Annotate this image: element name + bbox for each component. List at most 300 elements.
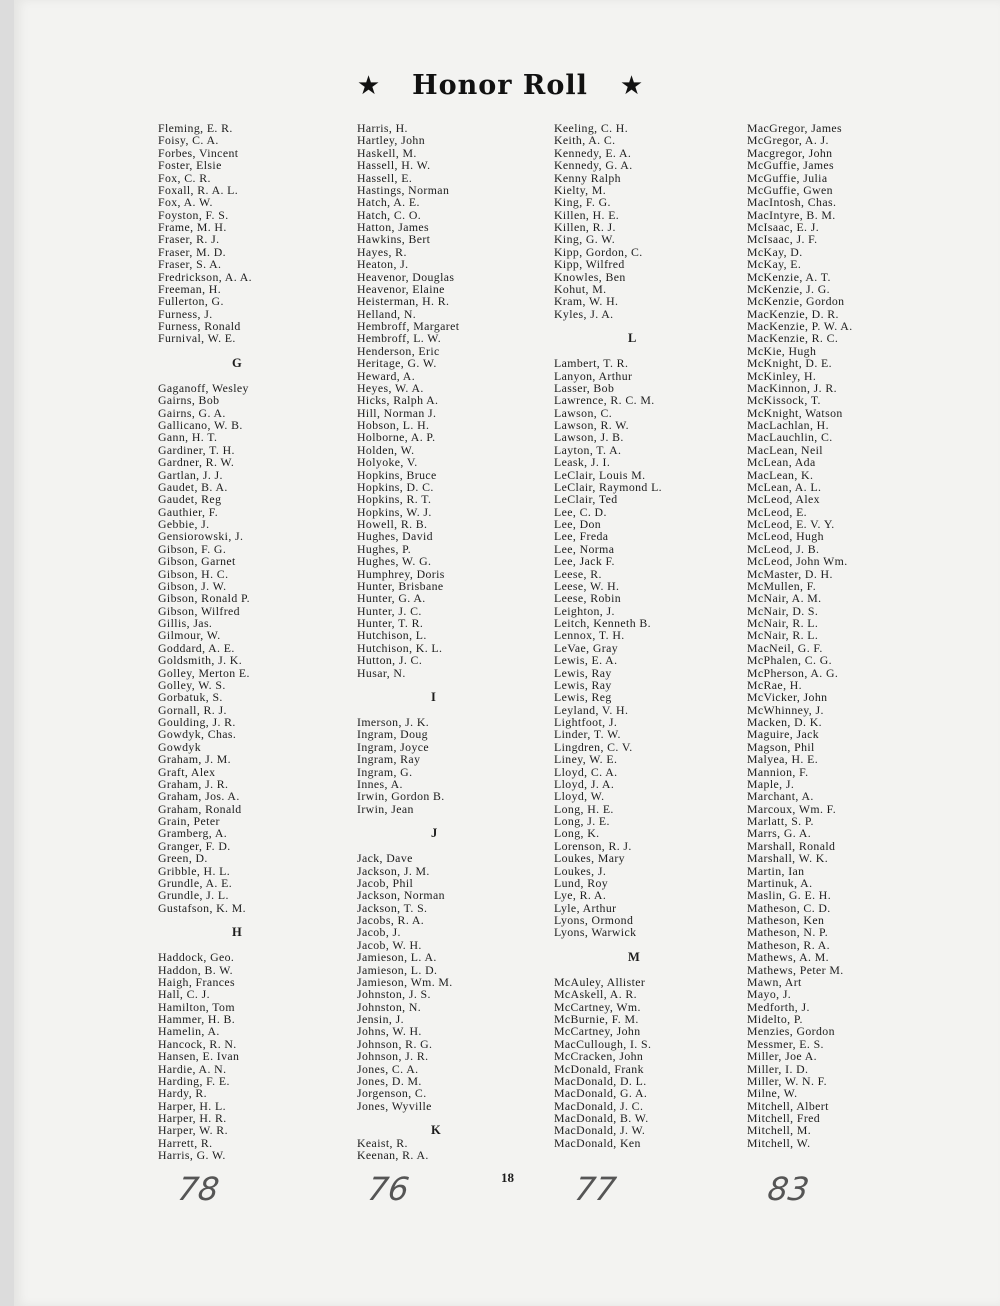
name-entry: Harris, H. (357, 121, 408, 135)
name-entry: Gensiorowski, J. (158, 529, 244, 544)
name-entry: Kipp, Wilfred (554, 257, 625, 272)
name-entry: McGuffie, Gwen (747, 182, 833, 197)
name-entry: MacDonald, J. W. (554, 1123, 646, 1138)
name-entry: Freeman, H. (158, 281, 222, 296)
name-entry: McLean, Ada (747, 455, 816, 470)
name-entry: Gorbatuk, S. (158, 690, 223, 705)
name-entry: Heaton, J. (357, 257, 409, 272)
name-entry: MacDonald, G. A. (554, 1086, 648, 1101)
name-entry: Ingram, Joyce (357, 739, 430, 754)
name-entry: LeClair, Raymond L. (554, 479, 663, 494)
name-entry: McLean, A. L. (747, 479, 822, 494)
name-entry: Jacobs, R. A. (357, 913, 425, 927)
name-entry: Gardiner, T. H. (158, 442, 235, 457)
name-entry: Golley, W. S. (158, 677, 226, 692)
name-entry: Jacob, W. H. (357, 937, 422, 952)
name-entry: Johnston, N. (357, 999, 422, 1014)
name-entry: Gann, H. T. (158, 430, 218, 445)
name-entry: MacCullough, I. S. (554, 1036, 652, 1051)
name-entry: Long, J. E. (554, 814, 610, 828)
name-entry: MacDonald, Ken (554, 1135, 641, 1150)
name-entry: Jones, C. A. (357, 1061, 419, 1076)
name-entry: Ingram, G. (357, 764, 413, 779)
name-entry: Lightfoot, J. (554, 715, 618, 729)
name-entry: Graft, Alex (158, 764, 216, 779)
name-entry: Fullerton, G. (158, 294, 224, 309)
name-entry: McLeod, Alex (747, 492, 820, 507)
name-entry: Granger, F. D. (158, 838, 231, 853)
name-entry: Foisy, C. A. (158, 133, 219, 148)
name-entry: Fox, C. R. (158, 170, 211, 185)
name-entry: MacLean, Neil (747, 442, 823, 457)
name-entry: Johns, W. H. (357, 1024, 422, 1039)
name-entry: Layton, T. A. (554, 442, 622, 457)
name-entry: MacDonald, J. C. (554, 1098, 644, 1113)
name-entry: McKinley, H. (747, 368, 817, 383)
name-entry: McAuley, Allister (554, 974, 646, 989)
name-entry: Macken, D. K. (747, 715, 822, 729)
name-entry: McKenzie, A. T. (747, 269, 831, 284)
name-entry: Mannion, F. (747, 764, 809, 779)
name-entry: MacDonald, D. L. (554, 1073, 647, 1088)
name-entry: Medforth, J. (747, 999, 810, 1014)
spacer (554, 939, 662, 951)
spacer (554, 320, 662, 332)
name-entry: Kenny Ralph (554, 170, 621, 185)
name-entry: Long, H. E. (554, 801, 614, 816)
name-entry: MacGregor, James (747, 121, 843, 135)
name-entry: Gibson, Ronald P. (158, 591, 251, 606)
name-entry: Husar, N. (357, 665, 406, 680)
name-entry: LeClair, Ted (554, 492, 618, 507)
name-entry: McLeod, E. (747, 504, 808, 519)
name-entry: McKissock, T. (747, 393, 821, 408)
name-entry: Matheson, Ken (747, 913, 825, 927)
name-entry: McIsaac, E. J. (747, 220, 820, 234)
name-entry: Hutchison, K. L. (357, 640, 443, 655)
name-entry: Miller, I. D. (747, 1061, 809, 1076)
name-entry: Fox, A. W. (158, 195, 213, 210)
name-entry: Long, K. (554, 826, 600, 841)
name-entry: Jackson, Norman (357, 888, 445, 903)
name-entry: MacKenzie, R. C. (747, 331, 839, 346)
name-entry: Leyland, V. H. (554, 702, 629, 717)
name-entry: Lloyd, J. A. (554, 776, 615, 791)
name-entry: Innes, A. (357, 776, 403, 791)
name-entry: LeVae, Gray (554, 640, 619, 655)
name-entry: McNair, R. L. (747, 628, 819, 643)
name-entry: Macgregor, John (747, 145, 833, 160)
name-entry: Hopkins, R. T. (357, 492, 432, 507)
name-entry: Hutton, J. C. (357, 653, 423, 668)
name-column-2 (357, 122, 459, 1162)
name-entry: Lund, Roy (554, 875, 609, 890)
name-entry: Mitchell, Fred (747, 1111, 821, 1125)
name-entry: Marshall, Ronald (747, 838, 836, 853)
name-entry: Grundle, A. E. (158, 875, 233, 890)
name-entry: Lorenson, R. J. (554, 838, 632, 853)
name-entry: Henderson, Eric (357, 343, 440, 358)
name-entry: Gibson, J. W. (158, 578, 227, 593)
section-letter: M (628, 950, 641, 965)
name-entry: Lewis, E. A. (554, 653, 618, 668)
name-entry: Hamilton, Tom (158, 999, 235, 1014)
name-entry: Kielty, M. (554, 182, 607, 197)
name-entry: King, G. W. (554, 232, 616, 247)
name-entry: Lee, Don (554, 517, 602, 531)
name-entry: Gallicano, W. B. (158, 418, 243, 432)
name-entry: Martin, Ian (747, 863, 805, 878)
name-entry: Gaudet, Reg (158, 492, 222, 507)
name-entry: McMaster, D. H. (747, 566, 833, 581)
name-entry: McGuffie, James (747, 158, 835, 173)
name-entry: Humphrey, Doris (357, 566, 445, 581)
name-entry: Harper, H. L. (158, 1098, 226, 1113)
name-entry: Knowles, Ben (554, 269, 626, 284)
name-entry: McAskell, A. R. (554, 987, 638, 1002)
name-entry: McCracken, John (554, 1049, 644, 1064)
name-entry: Marcoux, Wm. F. (747, 801, 837, 816)
name-column-3 (554, 122, 662, 1149)
name-entry: Heavenor, Elaine (357, 281, 445, 296)
name-entry: Gaganoff, Wesley (158, 380, 249, 395)
name-entry: Magson, Phil (747, 739, 815, 754)
name-entry: McGuffie, Julia (747, 170, 828, 185)
name-entry: Frame, M. H. (158, 220, 227, 234)
name-entry: MacLachlan, H. (747, 418, 829, 432)
name-entry: Howell, R. B. (357, 517, 428, 531)
handwritten-count: 83 (765, 1170, 812, 1208)
name-entry: McKnight, D. E. (747, 356, 832, 371)
name-entry: Goddard, A. E. (158, 640, 235, 655)
name-entry: Matheson, R. A. (747, 937, 831, 952)
name-entry: McVicker, John (747, 690, 828, 705)
name-entry: Haigh, Frances (158, 974, 236, 989)
name-entry: McKnight, Watson (747, 405, 843, 420)
name-entry: Gornall, R. J. (158, 702, 227, 717)
handwritten-count: 78 (175, 1170, 222, 1208)
name-entry: Gibson, Garnet (158, 554, 236, 569)
name-entry: Gartlan, J. J. (158, 467, 223, 482)
name-entry: Hartley, John (357, 133, 425, 148)
name-entry: MacLauchlin, C. (747, 430, 833, 445)
handwritten-count: 76 (365, 1170, 412, 1208)
name-entry: Lloyd, C. A. (554, 764, 618, 779)
name-entry: Maguire, Jack (747, 727, 820, 742)
name-entry: Marchant, A. (747, 789, 814, 804)
name-entry: Hunter, G. A. (357, 591, 426, 606)
name-entry: Lye, R. A. (554, 888, 607, 903)
name-entry: Hughes, P. (357, 541, 412, 556)
name-entry: Hughes, W. G. (357, 554, 432, 569)
name-entry: Jackson, J. M. (357, 863, 430, 878)
name-entry: Lanyon, Arthur (554, 368, 633, 383)
page-number: 18 (501, 1170, 514, 1185)
name-entry: Lewis, Ray (554, 665, 612, 680)
name-entry: McPhalen, C. G. (747, 653, 832, 668)
name-entry: Hunter, Brisbane (357, 578, 444, 593)
name-entry: Mathews, A. M. (747, 950, 829, 965)
name-entry: Fraser, R. J. (158, 232, 220, 247)
name-entry: Hatch, C. O. (357, 207, 422, 222)
name-entry: Killen, H. E. (554, 207, 620, 222)
name-entry: Harding, F. E. (158, 1073, 230, 1088)
section-letter: J (431, 826, 438, 841)
name-entry: Lloyd, W. (554, 789, 605, 804)
name-entry: Keeling, C. H. (554, 121, 629, 135)
name-entry: Leese, W. H. (554, 578, 620, 593)
name-entry: McNair, D. S. (747, 603, 819, 618)
name-column-4 (747, 122, 853, 1149)
name-entry: Hobson, L. H. (357, 418, 430, 432)
name-entry: Graham, J. R. (158, 776, 229, 791)
name-entry: Grundle, J. L. (158, 888, 229, 903)
name-entry: MacDonald, B. W. (554, 1111, 649, 1125)
name-entry: Heritage, G. W. (357, 356, 437, 371)
name-entry: Imerson, J. K. (357, 715, 430, 729)
name-entry: Graham, Ronald (158, 801, 242, 816)
name-entry: Matheson, C. D. (747, 900, 831, 915)
name-entry: Harper, H. R. (158, 1111, 227, 1125)
name-entry: Hopkins, Bruce (357, 467, 437, 482)
name-entry: Lawson, R. W. (554, 418, 630, 432)
name-entry: Maple, J. (747, 776, 795, 791)
name-entry: Jamieson, L. D. (357, 962, 438, 977)
name-entry: Kohut, M. (554, 281, 607, 296)
name-entry: Hunter, T. R. (357, 616, 424, 630)
name-entry: Green, D. (158, 851, 208, 866)
name-entry: Gaudet, B. A. (158, 479, 228, 494)
name-entry: McKay, E. (747, 257, 802, 272)
name-entry: Goulding, J. R. (158, 715, 236, 729)
name-entry: Jamieson, Wm. M. (357, 974, 453, 989)
name-entry: Lee, Freda (554, 529, 609, 544)
name-entry: McMullen, F. (747, 578, 817, 593)
name-entry: McGregor, A. J. (747, 133, 829, 148)
handwritten-count: 77 (572, 1170, 619, 1208)
name-entry: Holborne, A. P. (357, 430, 436, 445)
name-entry: Furnival, W. E. (158, 331, 236, 346)
name-entry: Keaist, R. (357, 1135, 408, 1150)
name-entry: Hutchison, L. (357, 628, 427, 643)
name-entry: Hatton, James (357, 220, 430, 234)
name-entry: Leese, Robin (554, 591, 622, 606)
name-entry: Killen, R. J. (554, 220, 616, 234)
name-entry: Gibson, F. G. (158, 541, 227, 556)
name-entry: Hassell, H. W. (357, 158, 431, 173)
name-entry: Hammer, H. B. (158, 1012, 236, 1026)
name-entry: Lingdren, C. V. (554, 739, 633, 754)
section-letter: G (232, 356, 243, 371)
name-entry: Lawrence, R. C. M. (554, 393, 655, 408)
name-entry: Leask, J. I. (554, 455, 611, 470)
name-entry: Grain, Peter (158, 814, 220, 828)
name-entry: Gibson, Wilfred (158, 603, 240, 618)
name-entry: Hembroff, Margaret (357, 319, 460, 333)
name-entry: Harris, G. W. (158, 1148, 226, 1163)
section-letter: H (232, 925, 243, 940)
name-entry: Fredrickson, A. A. (158, 269, 253, 284)
name-entry: Leese, R. (554, 566, 602, 581)
name-entry: Lewis, Reg (554, 690, 612, 705)
name-entry: Kennedy, G. A. (554, 158, 633, 173)
name-entry: Gowdyk (158, 739, 202, 754)
name-entry: Lyons, Ormond (554, 913, 634, 927)
name-entry: Hunter, J. C. (357, 603, 422, 618)
page-title: Honor Roll (412, 70, 588, 101)
name-entry: Gebbie, J. (158, 517, 210, 531)
name-entry: McLeod, J. B. (747, 541, 820, 556)
name-entry: Martinuk, A. (747, 875, 813, 890)
name-entry: Jamieson, L. A. (357, 950, 437, 965)
name-entry: Kennedy, E. A. (554, 145, 632, 160)
star-icon: ★ (356, 70, 381, 100)
name-entry: Heavenor, Douglas (357, 269, 455, 284)
name-entry: Jones, Wyville (357, 1098, 432, 1113)
name-column-1 (158, 122, 252, 1162)
name-entry: Fraser, S. A. (158, 257, 222, 272)
name-entry: Lyons, Warwick (554, 925, 637, 940)
section-letter: L (628, 331, 637, 346)
name-entry: King, F. G. (554, 195, 611, 210)
name-entry: MacKenzie, D. R. (747, 306, 839, 321)
name-entry: Hamelin, A. (158, 1024, 220, 1039)
name-entry: McIsaac, J. F. (747, 232, 818, 247)
name-entry: Johnston, J. S. (357, 987, 431, 1002)
name-entry: Jacob, Phil (357, 875, 414, 890)
name-entry: Lennox, T. H. (554, 628, 625, 643)
name-entry: Heyes, W. A. (357, 380, 424, 395)
name-entry: Graham, Jos. A. (158, 789, 240, 804)
name-entry: McNair, R. L. (747, 616, 819, 630)
name-entry: McWhinney, J. (747, 702, 824, 717)
name-entry: Mitchell, M. (747, 1123, 812, 1138)
name-entry: Leighton, J. (554, 603, 615, 618)
name-entry: Gauthier, F. (158, 504, 219, 519)
name-entry: Ingram, Doug (357, 727, 428, 742)
name-entry: Mawn, Art (747, 974, 802, 989)
name-entry: Foster, Elsie (158, 158, 222, 173)
name-entry: Lawson, J. B. (554, 430, 624, 445)
name-entry: Harper, W. R. (158, 1123, 228, 1138)
name-entry: Miller, Joe A. (747, 1049, 818, 1064)
name-entry: Haddock, Geo. (158, 950, 235, 965)
name-entry: MacNeil, G. F. (747, 640, 823, 655)
name-entry: Hughes, David (357, 529, 433, 544)
star-icon: ★ (619, 70, 644, 100)
name-entry: MacIntyre, B. M. (747, 207, 836, 222)
name-entry: Johnson, J. R. (357, 1049, 429, 1064)
name-entry: Hill, Norman J. (357, 405, 437, 420)
name-entry: McLeod, E. V. Y. (747, 517, 835, 531)
name-entry: Hatch, A. E. (357, 195, 420, 210)
name-entry: McRae, H. (747, 677, 803, 692)
name-entry: McKie, Hugh (747, 343, 817, 358)
name-entry: Haskell, M. (357, 145, 417, 160)
name-entry: Gilmour, W. (158, 628, 221, 643)
name-entry: Jensin, J. (357, 1012, 404, 1026)
name-entry: Hopkins, W. J. (357, 504, 432, 519)
name-entry: Jorgenson, C. (357, 1086, 427, 1101)
name-entry: Menzies, Gordon (747, 1024, 835, 1039)
spacer (357, 815, 459, 827)
name-entry: Liney, W. E. (554, 752, 618, 767)
name-entry: Harrett, R. (158, 1135, 213, 1150)
name-entry: MacKenzie, P. W. A. (747, 319, 853, 333)
name-entry: Hancock, R. N. (158, 1036, 237, 1051)
name-entry: Leitch, Kenneth B. (554, 616, 651, 630)
name-entry: McKenzie, Gordon (747, 294, 845, 309)
name-entry: Lee, Norma (554, 541, 615, 556)
name-entry: MacKinnon, J. R. (747, 380, 837, 395)
name-entry: Mitchell, W. (747, 1135, 811, 1150)
name-entry: Mathews, Peter M. (747, 962, 844, 977)
name-entry: Lee, C. D. (554, 504, 607, 519)
name-entry: Linder, T. W. (554, 727, 621, 742)
name-entry: Mayo, J. (747, 987, 792, 1002)
name-entry: Hardy, R. (158, 1086, 208, 1101)
name-entry: Hayes, R. (357, 244, 407, 259)
name-entry: Forbes, Vincent (158, 145, 239, 160)
name-entry: MacLean, K. (747, 467, 814, 482)
name-entry: Marshall, W. K. (747, 851, 829, 866)
name-entry: Messmer, E. S. (747, 1036, 824, 1051)
name-entry: Fraser, M. D. (158, 244, 226, 259)
name-entry: Goldsmith, J. K. (158, 653, 243, 668)
name-entry: Gardner, R. W. (158, 455, 235, 470)
name-entry: McCartney, Wm. (554, 999, 641, 1014)
name-entry: Miller, W. N. F. (747, 1073, 828, 1088)
name-entry: Loukes, J. (554, 863, 607, 878)
name-entry: Loukes, Mary (554, 851, 625, 866)
name-entry: Golley, Merton E. (158, 665, 250, 680)
name-entry: Kyles, J. A. (554, 306, 614, 321)
name-entry: Gairns, G. A. (158, 405, 226, 420)
name-entry: Foyston, F. S. (158, 207, 229, 222)
name-entry: Keenan, R. A. (357, 1148, 429, 1163)
name-entry: Fleming, E. R. (158, 121, 233, 135)
name-entry: Marlatt, S. P. (747, 814, 814, 828)
name-entry: McDonald, Frank (554, 1061, 644, 1076)
name-entry: Hardie, A. N. (158, 1061, 227, 1076)
title-block (0, 70, 1000, 101)
name-entry: Furness, Ronald (158, 319, 241, 333)
name-entry: Lee, Jack F. (554, 554, 615, 569)
name-entry: Malyea, H. E. (747, 752, 819, 767)
name-entry: Hawkins, Bert (357, 232, 431, 247)
name-entry: Midelto, P. (747, 1012, 803, 1026)
name-entry: Jones, D. M. (357, 1073, 422, 1088)
name-entry: Matheson, N. P. (747, 925, 829, 940)
name-entry: Ingram, Ray (357, 752, 421, 767)
name-entry: Heward, A. (357, 368, 416, 383)
name-entry: LeClair, Louis M. (554, 467, 646, 482)
name-entry: Gustafson, K. M. (158, 900, 246, 915)
name-entry: McLeod, Hugh (747, 529, 824, 544)
name-entry: Heisterman, H. R. (357, 294, 450, 309)
name-entry: Mitchell, Albert (747, 1098, 829, 1113)
name-entry: Holden, W. (357, 442, 415, 457)
name-entry: Hicks, Ralph A. (357, 393, 439, 408)
name-entry: Graham, J. M. (158, 752, 232, 767)
name-entry: Keith, A. C. (554, 133, 616, 148)
section-letter: I (431, 690, 437, 705)
name-entry: McCartney, John (554, 1024, 641, 1039)
name-entry: Furness, J. (158, 306, 213, 321)
spacer (357, 679, 459, 691)
name-entry: Hembroff, L. W. (357, 331, 442, 346)
name-entry: Hassell, E. (357, 170, 413, 185)
